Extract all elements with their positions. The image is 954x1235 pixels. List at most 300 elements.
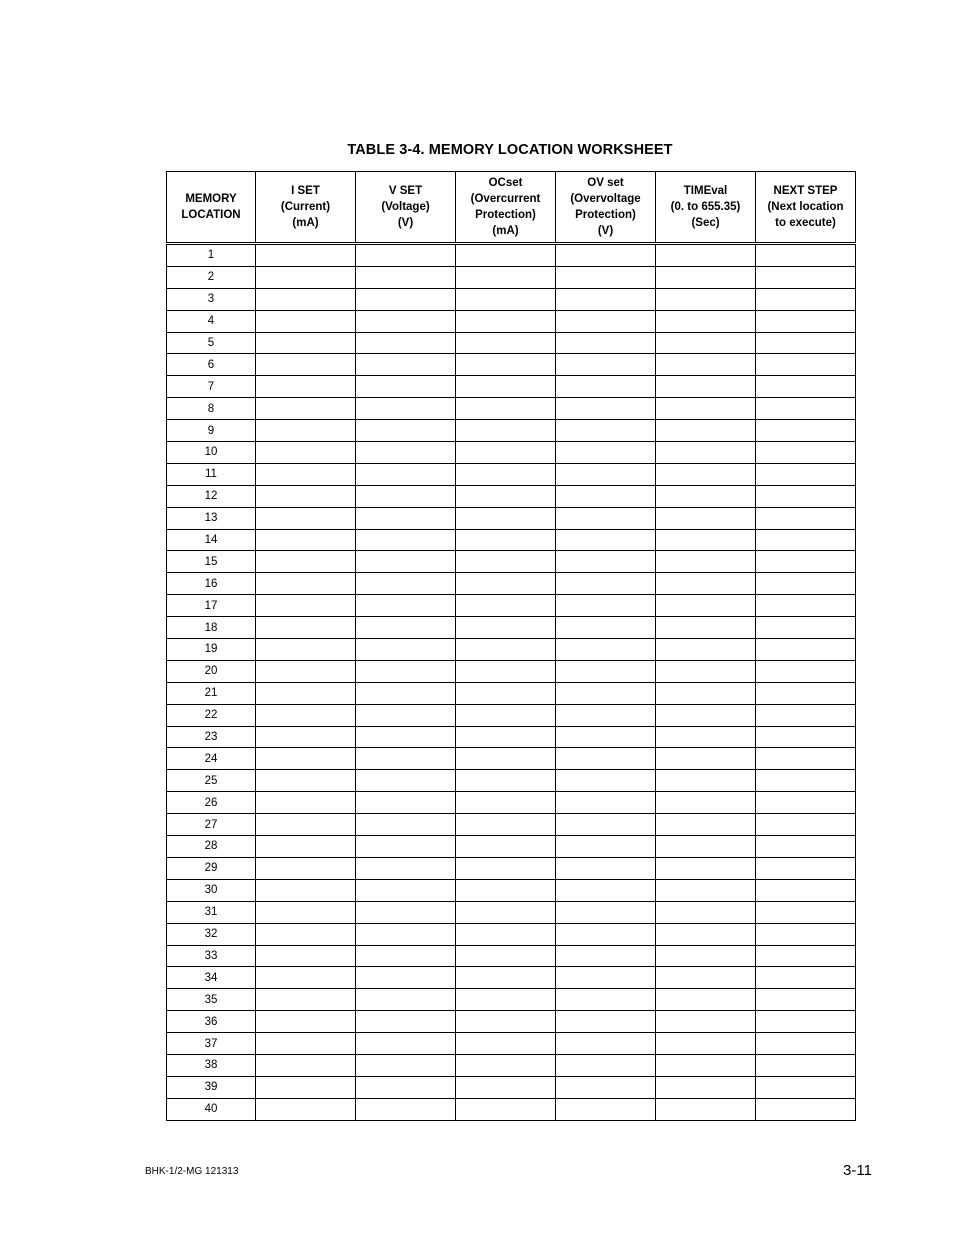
v-set-cell <box>356 660 456 682</box>
v-set-cell <box>356 266 456 288</box>
v-set-cell <box>356 420 456 442</box>
next-step-cell <box>756 420 856 442</box>
v-set-cell <box>356 1033 456 1055</box>
oc-set-cell <box>456 420 556 442</box>
v-set-cell <box>356 442 456 464</box>
ov-set-cell <box>556 617 656 639</box>
time-val-cell <box>656 704 756 726</box>
memory-location-cell: 15 <box>167 551 256 573</box>
oc-set-cell <box>456 726 556 748</box>
memory-location-cell: 9 <box>167 420 256 442</box>
next-step-cell <box>756 376 856 398</box>
memory-location-cell: 39 <box>167 1076 256 1098</box>
header-ov-set: OV set (Overvoltage Protection) (V) <box>556 172 656 244</box>
i-set-cell <box>256 354 356 376</box>
header-oc-set: OCset (Overcurrent Protection) (mA) <box>456 172 556 244</box>
memory-location-cell: 25 <box>167 770 256 792</box>
time-val-cell <box>656 310 756 332</box>
table-row <box>167 617 856 639</box>
v-set-cell <box>356 792 456 814</box>
ov-set-cell <box>556 310 656 332</box>
time-val-cell <box>656 814 756 836</box>
ov-set-cell <box>556 266 656 288</box>
ov-set-cell <box>556 1054 656 1076</box>
v-set-cell <box>356 617 456 639</box>
oc-set-cell <box>456 901 556 923</box>
memory-location-cell: 3 <box>167 288 256 310</box>
table-row <box>167 551 856 573</box>
v-set-cell <box>356 551 456 573</box>
ov-set-cell <box>556 529 656 551</box>
oc-set-cell <box>456 1054 556 1076</box>
next-step-cell <box>756 573 856 595</box>
oc-set-cell <box>456 376 556 398</box>
next-step-cell <box>756 682 856 704</box>
oc-set-cell <box>456 551 556 573</box>
next-step-cell <box>756 244 856 267</box>
time-val-cell <box>656 989 756 1011</box>
oc-set-cell <box>456 244 556 267</box>
table-row <box>167 376 856 398</box>
oc-set-cell <box>456 704 556 726</box>
memory-location-cell: 11 <box>167 463 256 485</box>
next-step-cell <box>756 310 856 332</box>
next-step-cell <box>756 485 856 507</box>
ov-set-cell <box>556 1033 656 1055</box>
time-val-cell <box>656 354 756 376</box>
i-set-cell <box>256 442 356 464</box>
oc-set-cell <box>456 485 556 507</box>
memory-location-cell: 4 <box>167 310 256 332</box>
table-row <box>167 1054 856 1076</box>
memory-location-cell: 24 <box>167 748 256 770</box>
table-row <box>167 529 856 551</box>
i-set-cell <box>256 1011 356 1033</box>
memory-location-cell: 17 <box>167 595 256 617</box>
ov-set-cell <box>556 551 656 573</box>
next-step-cell <box>756 1054 856 1076</box>
table-row <box>167 836 856 858</box>
table-row <box>167 595 856 617</box>
table-row <box>167 660 856 682</box>
i-set-cell <box>256 923 356 945</box>
v-set-cell <box>356 463 456 485</box>
oc-set-cell <box>456 792 556 814</box>
ov-set-cell <box>556 595 656 617</box>
ov-set-cell <box>556 879 656 901</box>
time-val-cell <box>656 398 756 420</box>
next-step-cell <box>756 879 856 901</box>
oc-set-cell <box>456 748 556 770</box>
time-val-cell <box>656 879 756 901</box>
next-step-cell <box>756 1098 856 1120</box>
time-val-cell <box>656 1054 756 1076</box>
time-val-cell <box>656 376 756 398</box>
next-step-cell <box>756 398 856 420</box>
next-step-cell <box>756 836 856 858</box>
next-step-cell <box>756 507 856 529</box>
footer-page-number: 3-11 <box>843 1162 872 1179</box>
time-val-cell <box>656 244 756 267</box>
table-row <box>167 442 856 464</box>
i-set-cell <box>256 967 356 989</box>
next-step-cell <box>756 901 856 923</box>
time-val-cell <box>656 748 756 770</box>
next-step-cell <box>756 266 856 288</box>
time-val-cell <box>656 660 756 682</box>
i-set-cell <box>256 660 356 682</box>
i-set-cell <box>256 420 356 442</box>
v-set-cell <box>356 857 456 879</box>
ov-set-cell <box>556 770 656 792</box>
next-step-cell <box>756 1011 856 1033</box>
memory-location-cell: 28 <box>167 836 256 858</box>
ov-set-cell <box>556 748 656 770</box>
next-step-cell <box>756 857 856 879</box>
memory-location-worksheet-table <box>166 171 856 1121</box>
memory-location-cell: 22 <box>167 704 256 726</box>
next-step-cell <box>756 463 856 485</box>
next-step-cell <box>756 792 856 814</box>
table-row <box>167 879 856 901</box>
i-set-cell <box>256 376 356 398</box>
memory-location-cell: 12 <box>167 485 256 507</box>
i-set-cell <box>256 704 356 726</box>
table-row <box>167 310 856 332</box>
ov-set-cell <box>556 967 656 989</box>
i-set-cell <box>256 857 356 879</box>
oc-set-cell <box>456 857 556 879</box>
v-set-cell <box>356 288 456 310</box>
next-step-cell <box>756 617 856 639</box>
table-row <box>167 573 856 595</box>
ov-set-cell <box>556 901 656 923</box>
memory-location-cell: 2 <box>167 266 256 288</box>
oc-set-cell <box>456 266 556 288</box>
v-set-cell <box>356 529 456 551</box>
header-time-val: TIMEval (0. to 655.35) (Sec) <box>656 172 756 244</box>
v-set-cell <box>356 814 456 836</box>
oc-set-cell <box>456 836 556 858</box>
time-val-cell <box>656 726 756 748</box>
time-val-cell <box>656 288 756 310</box>
i-set-cell <box>256 770 356 792</box>
oc-set-cell <box>456 442 556 464</box>
oc-set-cell <box>456 814 556 836</box>
v-set-cell <box>356 901 456 923</box>
v-set-cell <box>356 989 456 1011</box>
ov-set-cell <box>556 442 656 464</box>
time-val-cell <box>656 923 756 945</box>
oc-set-cell <box>456 879 556 901</box>
i-set-cell <box>256 814 356 836</box>
table-body <box>167 244 856 1121</box>
ov-set-cell <box>556 507 656 529</box>
table-row <box>167 792 856 814</box>
memory-location-cell: 13 <box>167 507 256 529</box>
memory-location-cell: 31 <box>167 901 256 923</box>
next-step-cell <box>756 529 856 551</box>
header-memory-location: MEMORY LOCATION <box>167 172 256 244</box>
v-set-cell <box>356 879 456 901</box>
oc-set-cell <box>456 945 556 967</box>
time-val-cell <box>656 682 756 704</box>
table-row <box>167 1011 856 1033</box>
table-row <box>167 989 856 1011</box>
ov-set-cell <box>556 704 656 726</box>
v-set-cell <box>356 726 456 748</box>
memory-location-cell: 6 <box>167 354 256 376</box>
oc-set-cell <box>456 529 556 551</box>
i-set-cell <box>256 310 356 332</box>
i-set-cell <box>256 836 356 858</box>
table-row <box>167 288 856 310</box>
table-row <box>167 1033 856 1055</box>
v-set-cell <box>356 595 456 617</box>
ov-set-cell <box>556 682 656 704</box>
v-set-cell <box>356 354 456 376</box>
v-set-cell <box>356 310 456 332</box>
oc-set-cell <box>456 1098 556 1120</box>
ov-set-cell <box>556 836 656 858</box>
time-val-cell <box>656 901 756 923</box>
oc-set-cell <box>456 507 556 529</box>
i-set-cell <box>256 901 356 923</box>
next-step-cell <box>756 945 856 967</box>
v-set-cell <box>356 244 456 267</box>
table-row <box>167 1076 856 1098</box>
ov-set-cell <box>556 857 656 879</box>
time-val-cell <box>656 420 756 442</box>
v-set-cell <box>356 748 456 770</box>
memory-location-cell: 30 <box>167 879 256 901</box>
next-step-cell <box>756 639 856 661</box>
table-row <box>167 463 856 485</box>
next-step-cell <box>756 660 856 682</box>
table-row <box>167 967 856 989</box>
v-set-cell <box>356 507 456 529</box>
v-set-cell <box>356 770 456 792</box>
i-set-cell <box>256 398 356 420</box>
i-set-cell <box>256 1033 356 1055</box>
table-row <box>167 332 856 354</box>
table-row <box>167 682 856 704</box>
memory-location-cell: 5 <box>167 332 256 354</box>
v-set-cell <box>356 398 456 420</box>
next-step-cell <box>756 923 856 945</box>
i-set-cell <box>256 879 356 901</box>
time-val-cell <box>656 332 756 354</box>
v-set-cell <box>356 1054 456 1076</box>
next-step-cell <box>756 1033 856 1055</box>
time-val-cell <box>656 442 756 464</box>
memory-location-cell: 36 <box>167 1011 256 1033</box>
i-set-cell <box>256 332 356 354</box>
next-step-cell <box>756 989 856 1011</box>
memory-location-cell: 7 <box>167 376 256 398</box>
time-val-cell <box>656 507 756 529</box>
time-val-cell <box>656 857 756 879</box>
oc-set-cell <box>456 1033 556 1055</box>
memory-location-cell: 27 <box>167 814 256 836</box>
oc-set-cell <box>456 398 556 420</box>
oc-set-cell <box>456 989 556 1011</box>
i-set-cell <box>256 551 356 573</box>
time-val-cell <box>656 266 756 288</box>
i-set-cell <box>256 573 356 595</box>
ov-set-cell <box>556 1011 656 1033</box>
ov-set-cell <box>556 1098 656 1120</box>
oc-set-cell <box>456 660 556 682</box>
ov-set-cell <box>556 792 656 814</box>
time-val-cell <box>656 945 756 967</box>
memory-location-cell: 21 <box>167 682 256 704</box>
table-row <box>167 1098 856 1120</box>
v-set-cell <box>356 376 456 398</box>
i-set-cell <box>256 989 356 1011</box>
next-step-cell <box>756 814 856 836</box>
i-set-cell <box>256 726 356 748</box>
ov-set-cell <box>556 726 656 748</box>
v-set-cell <box>356 704 456 726</box>
v-set-cell <box>356 573 456 595</box>
memory-location-cell: 10 <box>167 442 256 464</box>
memory-location-cell: 26 <box>167 792 256 814</box>
time-val-cell <box>656 770 756 792</box>
ov-set-cell <box>556 485 656 507</box>
i-set-cell <box>256 507 356 529</box>
i-set-cell <box>256 288 356 310</box>
memory-location-cell: 32 <box>167 923 256 945</box>
oc-set-cell <box>456 770 556 792</box>
memory-location-cell: 29 <box>167 857 256 879</box>
time-val-cell <box>656 551 756 573</box>
oc-set-cell <box>456 1011 556 1033</box>
memory-location-cell: 38 <box>167 1054 256 1076</box>
memory-location-cell: 18 <box>167 617 256 639</box>
time-val-cell <box>656 792 756 814</box>
oc-set-cell <box>456 310 556 332</box>
table-row <box>167 923 856 945</box>
oc-set-cell <box>456 639 556 661</box>
next-step-cell <box>756 726 856 748</box>
table-row <box>167 507 856 529</box>
table-row <box>167 726 856 748</box>
header-i-set: I SET (Current) (mA) <box>256 172 356 244</box>
table-header <box>167 172 856 244</box>
ov-set-cell <box>556 398 656 420</box>
memory-location-cell: 14 <box>167 529 256 551</box>
table-row <box>167 420 856 442</box>
oc-set-cell <box>456 354 556 376</box>
oc-set-cell <box>456 923 556 945</box>
oc-set-cell <box>456 1076 556 1098</box>
ov-set-cell <box>556 376 656 398</box>
ov-set-cell <box>556 945 656 967</box>
table-row <box>167 748 856 770</box>
table-row <box>167 639 856 661</box>
oc-set-cell <box>456 595 556 617</box>
ov-set-cell <box>556 244 656 267</box>
ov-set-cell <box>556 660 656 682</box>
table-row <box>167 945 856 967</box>
memory-location-cell: 33 <box>167 945 256 967</box>
ov-set-cell <box>556 354 656 376</box>
time-val-cell <box>656 463 756 485</box>
v-set-cell <box>356 639 456 661</box>
table-row <box>167 354 856 376</box>
i-set-cell <box>256 244 356 267</box>
header-next-step: NEXT STEP (Next location to execute) <box>756 172 856 244</box>
time-val-cell <box>656 967 756 989</box>
time-val-cell <box>656 485 756 507</box>
table-title: TABLE 3-4. MEMORY LOCATION WORKSHEET <box>347 142 673 158</box>
table-row <box>167 485 856 507</box>
ov-set-cell <box>556 288 656 310</box>
memory-location-cell: 20 <box>167 660 256 682</box>
i-set-cell <box>256 266 356 288</box>
oc-set-cell <box>456 967 556 989</box>
i-set-cell <box>256 595 356 617</box>
i-set-cell <box>256 463 356 485</box>
time-val-cell <box>656 617 756 639</box>
v-set-cell <box>356 1098 456 1120</box>
next-step-cell <box>756 551 856 573</box>
header-row <box>167 172 856 244</box>
ov-set-cell <box>556 463 656 485</box>
i-set-cell <box>256 1098 356 1120</box>
ov-set-cell <box>556 989 656 1011</box>
ov-set-cell <box>556 1076 656 1098</box>
ov-set-cell <box>556 639 656 661</box>
v-set-cell <box>356 923 456 945</box>
next-step-cell <box>756 967 856 989</box>
v-set-cell <box>356 1076 456 1098</box>
v-set-cell <box>356 485 456 507</box>
i-set-cell <box>256 485 356 507</box>
memory-location-cell: 40 <box>167 1098 256 1120</box>
time-val-cell <box>656 1098 756 1120</box>
i-set-cell <box>256 1076 356 1098</box>
time-val-cell <box>656 529 756 551</box>
oc-set-cell <box>456 463 556 485</box>
i-set-cell <box>256 639 356 661</box>
ov-set-cell <box>556 332 656 354</box>
table-row <box>167 266 856 288</box>
next-step-cell <box>756 595 856 617</box>
v-set-cell <box>356 682 456 704</box>
table-row <box>167 901 856 923</box>
v-set-cell <box>356 1011 456 1033</box>
table-row <box>167 770 856 792</box>
table-row <box>167 398 856 420</box>
next-step-cell <box>756 288 856 310</box>
ov-set-cell <box>556 923 656 945</box>
time-val-cell <box>656 573 756 595</box>
ov-set-cell <box>556 420 656 442</box>
i-set-cell <box>256 682 356 704</box>
oc-set-cell <box>456 617 556 639</box>
next-step-cell <box>756 354 856 376</box>
memory-location-cell: 34 <box>167 967 256 989</box>
v-set-cell <box>356 332 456 354</box>
memory-location-cell: 1 <box>167 244 256 267</box>
time-val-cell <box>656 1033 756 1055</box>
next-step-cell <box>756 442 856 464</box>
v-set-cell <box>356 836 456 858</box>
time-val-cell <box>656 595 756 617</box>
i-set-cell <box>256 792 356 814</box>
